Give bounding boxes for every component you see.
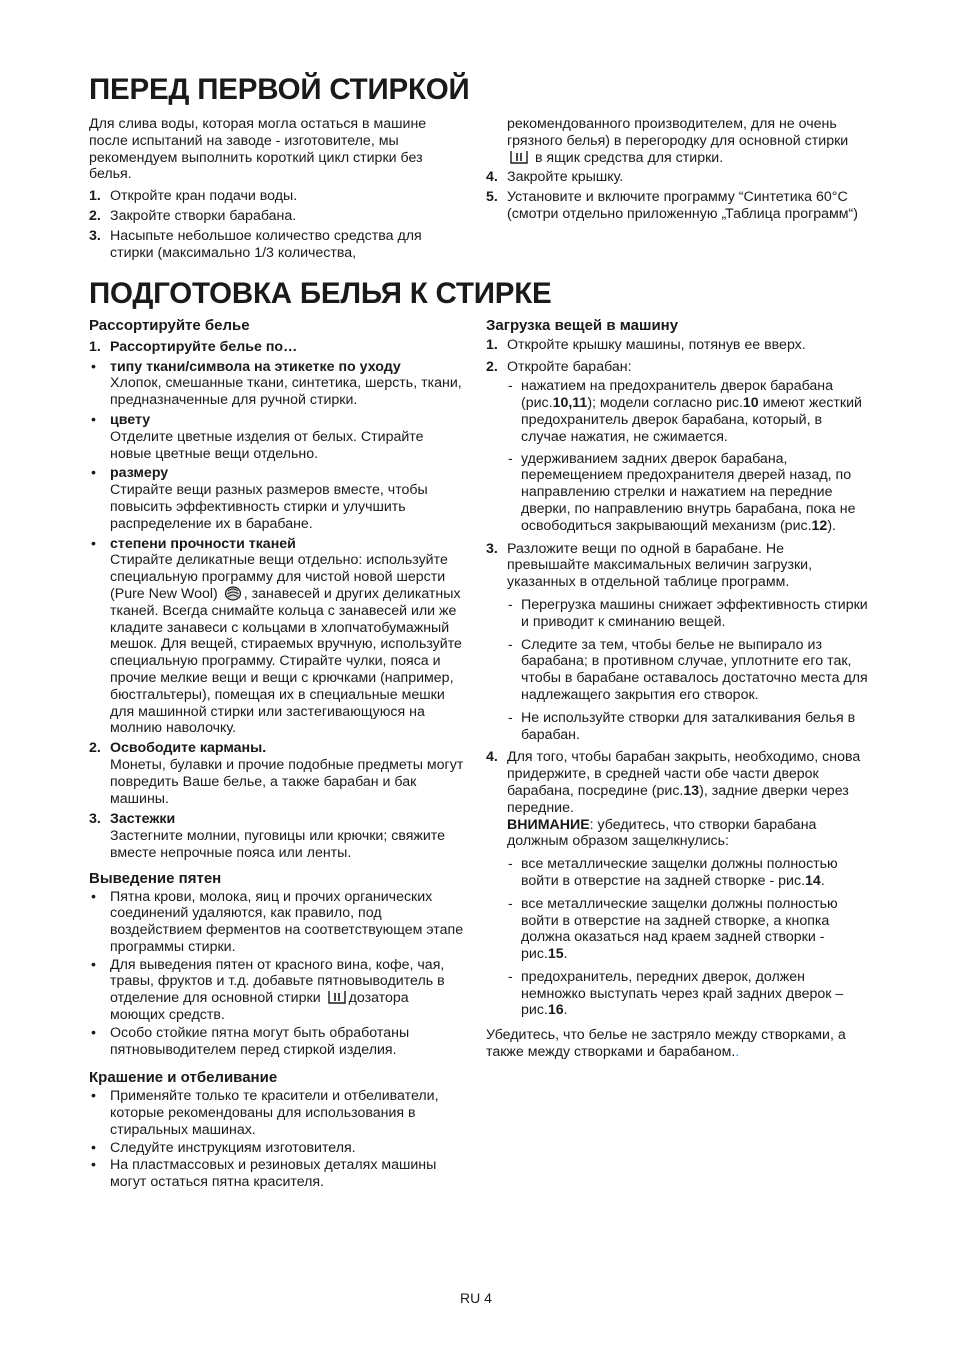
step-number: 1. [89,188,101,205]
step-number: 2. [89,207,101,224]
sort-heading: Рассортируйте белье [89,317,250,334]
sort-item-title: Освободите карманы. [110,740,267,757]
loading-step-1: 1. Откройте крышку машины, потянув ее вверх. [486,336,806,353]
loading-closing-note [486,1027,868,1061]
load-note-3 [507,710,868,744]
section-title-before-first-wash: ПЕРЕД ПЕРВОЙ СТИРКОЙ [89,73,470,106]
sort-list-cont [89,740,467,862]
loading-step-3: 3. Разложите вещи по одной в барабане. Не превышайте максимальных величин загрузки, указанных в отдельной таблице программ. - Перегрузка машины снижает эффективность стирки и приводит к сминанию вещей. - Следите за тем, чтобы белье не выпирало из барабана; в противном случае, уплотните его так, чтобы в барабане оставалось достаточно места для надлежащего закрытия его створок. - Не используйте створки для заталкивания белья в барабан. [486,541,868,744]
sort-item-title: Рассортируйте белье по… [110,338,298,355]
loading-text: ); модели согласно рис. [587,395,743,412]
step-number: 4. [486,169,498,186]
main-wash-compartment-icon [509,150,529,164]
figure-ref: 10 [742,395,759,412]
figure-ref: 10,11 [552,395,588,412]
loading-text: Разложите вещи по одной в барабане. Не превышайте максимальных величин загрузки, указанных в отдельной таблице программ. [507,540,813,591]
main-wash-compartment-icon [327,990,347,1004]
intro-step-1 [89,188,459,205]
figure-ref: 13 [683,782,700,799]
section-title-laundry-preparation: ПОДГОТОВКА БЕЛЬЯ К СТИРКЕ [89,277,552,310]
sort-item-title: Застежки [110,811,176,828]
loading-text: Откройте барабан: [507,358,632,375]
figure-ref: 14 [805,872,821,889]
loading-text: Убедитесь, что белье не застряло между створками, а также между створками и барабаном. [486,1027,846,1061]
loading-steps [486,337,868,1019]
criterion-text: , занавесей и других деликатных тканей. Всегда снимайте кольца с занавесей или же кладите занавеси с кольцами в хлопчатобумажный мешок. Для вещей, стираемых вручную, используйте специальную программу. Стирайте чулки, пояса и прочие мелкие вещи и вещи с крючками (например, бюстгальтеры), помещая их в специальные мешки для машинной стирки или застегивающуюся на молнию наволочку. [110,585,462,737]
step-number: 3. [89,227,101,244]
figure-ref: 12 [811,517,828,534]
step-text: рекомендованного производителем, для не очень грязного белья) в перегородку для основной стирки [507,116,849,149]
intro-steps-list [89,188,459,261]
loading-text: : убедитесь, что створки барабана должным образом защелкнулись: [507,816,817,850]
stains-text: Пятна крови, молока, яиц и прочих органических соединений удаляются, как правило, под воздействием ферментов на соответствующем этапе программы стирки. [110,888,464,955]
loading-heading: Загрузка вещей в машину [486,317,679,334]
trailing-dot: . [735,1044,740,1061]
dye-heading: Крашение и отбеливание [89,1069,278,1087]
figure-ref: 15 [547,946,564,963]
intro-step-3-continued [486,116,866,166]
loading-text: удерживанием задних дверок барабана, перемещением предохранителя дверей назад, по направлению стрелки и нажатием на передние дверки, по направлению внутрь барабана, пока не освободиться закрывающий механизм (рис. [521,450,856,534]
page-number: RU 4 [460,1290,492,1306]
sort-criterion-fabric [89,359,467,409]
loading-text: Откройте крышку машины, потянув ее вверх. [507,336,806,353]
prep-right-column [486,318,868,1067]
load-note-1 [507,597,868,631]
step-text: Закройте крышку. [507,169,624,186]
prep-left-column [89,318,467,1194]
wool-symbol-icon [224,586,242,601]
stains-item-3 [89,1025,467,1059]
dye-text: Применяйте только те красители и отбеливатели, которые рекомендованы для использования в стиральных машинах. [110,1088,439,1138]
loading-text: . [820,872,825,889]
dye-text: На пластмассовых и резиновых деталях машины могут остаться пятна красителя. [110,1157,437,1191]
loading-text: Следите за тем, чтобы белье не выпирало из барабана; в противном случае, уплотните его так, чтобы в барабане оставалось достаточно места для надлежащего закрытия его створок. [521,636,868,703]
loading-step-4: 4. Для того, чтобы барабан закрыть, необходимо, снова придержите, в средней части обе части дверок барабана, посредине (рис.13), задние дверки через передние. ВНИМАНИЕ: убедитесь, что створки барабана должным образом защелкнулись: - все металлические защелки должны полностью войти в отверстие на задней створке - рис.14. - все металлические защелки должны полностью войти в отверстие на задней створке, а кнопка должна оказаться над краем задней створки - рис.15. - предохранитель, передних дверок, должен немножко выступать через край задних дверок – рис.16. [486,749,868,1019]
close-check-2 [507,896,868,963]
loading-text: все металлические защелки должны полностью войти в отверстие на задней створке, а кнопка должна оказаться над краем задней створки - рис. [521,895,838,963]
loading-text: все металлические защелки должны полностью войти в отверстие на задней створке - рис. [521,856,838,889]
stains-heading: Выведение пятен [89,869,222,887]
dye-item-3 [89,1157,467,1191]
criterion-text: Отделите цветные изделия от белых. Стирайте новые цветные вещи отдельно. [110,428,424,462]
sort-criterion-size [89,465,467,532]
sort-criterion-color [89,412,467,462]
criterion-text: Хлопок, смешанные ткани, синтетика, шерсть, ткани, предназначенные для ручной стирки. [110,375,462,409]
close-check-1 [507,856,868,890]
open-option-1 [507,378,868,445]
dye-item-1 [89,1088,467,1138]
intro-paragraph: Для слива воды, которая могла остаться в машине после испытаний на заводе - изготовителе, мы рекомендуем выполнить короткий цикл стирки без белья. [89,116,427,183]
sort-item-2: 2. Освободите карманы. Монеты, булавки и прочие подобные предметы могут повредить Ваше белье, а также барабан и бак машины. [89,740,467,807]
close-check-3 [507,969,868,1019]
stains-item-1 [89,889,467,956]
dye-list [89,1088,467,1191]
loading-step-2-options [507,378,868,534]
dye-text: Следуйте инструкциям изготовителя. [110,1139,356,1156]
intro-step-5 [486,189,866,223]
loading-text: имеют жесткий предохранитель дверок барабана, который, в случае нажатия, не сжимается. [521,395,862,445]
loading-text: предохранитель, передних дверок, должен немножко выступать через край задних дверок – рис. [521,968,844,1019]
sort-item-1: 1. Рассортируйте белье по… [89,338,298,355]
step-number: 5. [486,189,498,206]
loading-text: . [563,1002,568,1019]
sort-item-text: Застегните молнии, пуговицы или крючки; свяжите вместе непрочные пояса или ленты. [110,828,446,861]
intro-step-3 [89,228,459,262]
sort-item-3: 3. Застежки Застегните молнии, пуговицы или крючки; свяжите вместе непрочные пояса или ленты. [89,811,467,861]
stains-text: дозатора моющих средств. [110,990,409,1024]
loading-step-3-notes [507,597,868,743]
stains-item-2 [89,957,467,1024]
intro-left-column [89,116,459,264]
open-option-2 [507,451,868,535]
sort-criterion-fabric-strength [89,536,467,738]
sort-list [89,339,467,356]
dye-item-2 [89,1140,467,1157]
criterion-title: • типу ткани/символа на этикетке по уходу [110,358,401,375]
criterion-text: Стирайте вещи разных размеров вместе, чтобы повысить эффективность стирки и улучшить распределение их в барабане. [110,482,428,532]
step-text: Закройте створки барабана. [110,207,297,224]
figure-ref: 16 [547,1002,564,1019]
stains-list [89,889,467,1059]
criterion-text: Стирайте деликатные вещи отдельно: используйте специальную программу для чистой новой шерсти (Pure New Wool) [110,552,448,602]
step-text: Откройте кран подачи воды. [110,188,298,205]
loading-text: Для того, чтобы барабан закрыть, необходимо, снова придержите, в средней части обе части дверок барабана, посредине (рис. [507,749,861,799]
load-note-2 [507,637,868,704]
stains-text: Особо стойкие пятна могут быть обработаны пятновыводителем перед стиркой изделия. [110,1024,410,1058]
step-text: Установите и включите программу “Синтетика 60°C (смотри отдельно приложенную „Таблица программ“) [507,189,858,222]
sort-criteria-list [89,359,467,738]
criterion-title: • цвету [110,411,151,428]
loading-text: Не используйте створки для заталкивания белья в барабан. [521,709,856,743]
criterion-title: • размеру [110,465,169,482]
sort-item-text: Монеты, булавки и прочие подобные предметы могут повредить Ваше белье, а также барабан и бак машины. [110,756,464,807]
loading-text: . [563,946,568,963]
loading-text: ), задние дверки через передние. [507,782,849,816]
intro-right-column [486,116,866,226]
intro-step-4 [486,169,866,186]
intro-step-2 [89,208,459,225]
step-text: Насыпьте небольшое количество средства для стирки (максимально 1/3 количества, [110,227,422,261]
loading-text: ). [827,517,836,534]
step-text: в ящик средства для стирки. [534,149,724,166]
loading-text: нажатием на предохранитель дверок барабана (рис. [521,378,833,412]
attention-label: ВНИМАНИЕ [507,816,590,833]
intro-steps-list-cont [486,169,866,222]
loading-step-4-checks [507,856,868,1019]
criterion-title: • степени прочности тканей [110,535,296,552]
loading-text: Перегрузка машины снижает эффективность стирки и приводит к сминанию вещей. [521,596,868,630]
loading-step-2: 2. Откройте барабан: - нажатием на предохранитель дверок барабана (рис.10,11); модели согласно рис.10 имеют жесткий предохранитель дверок барабана, который, в случае нажатия, не сжимается. - удерживанием задних дверок барабана, перемещением предохранителя дверей назад, по направлению стрелки и нажатием на передние дверки, по направлению внутрь барабана, пока не освободиться закрывающий механизм (рис.12). [486,359,868,535]
stains-text: Для выведения пятен от красного вина, кофе, чая, травы, фруктов и т.д. добавьте пятновыводитель в отделение для основной стирки [110,956,445,1007]
